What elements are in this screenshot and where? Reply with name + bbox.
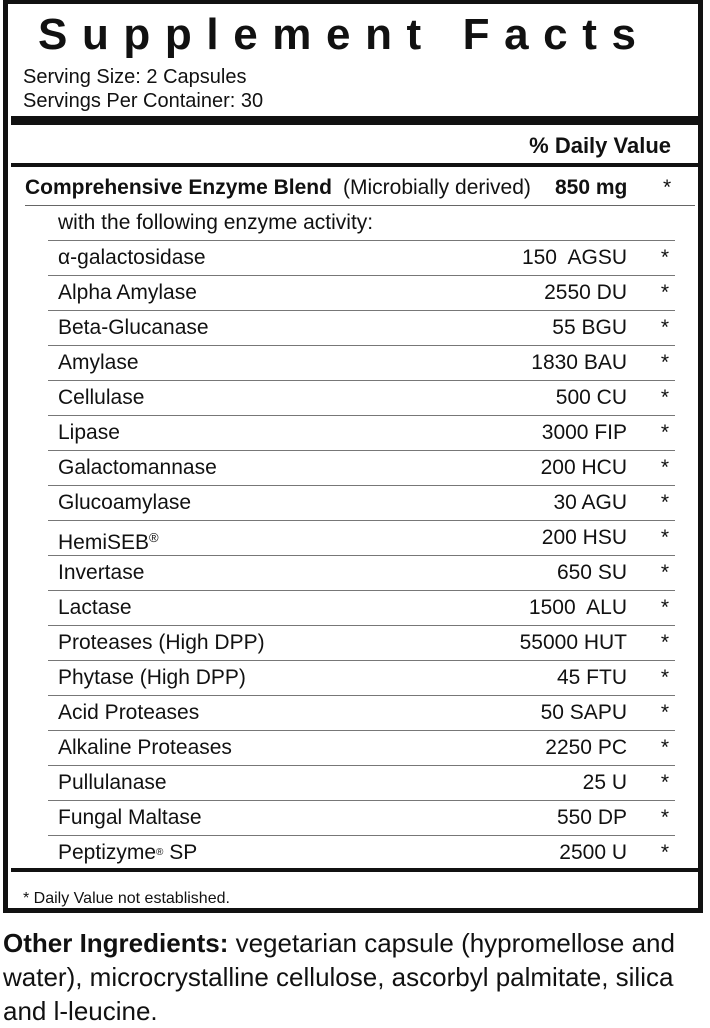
registered-mark: ® [149, 530, 159, 545]
other-ingredients-text: vegetarian capsule (hypromellose and water), microcrystalline cellulose, ascorbyl palmitate, silica and l-leucine. [3, 928, 675, 1026]
header-divider [11, 163, 701, 167]
enzyme-amount: 2500 U [559, 841, 627, 864]
enzyme-row [48, 381, 675, 416]
enzyme-row [48, 556, 675, 591]
enzyme-daily-value: * [660, 316, 669, 339]
enzyme-name: Phytase (High DPP) [58, 666, 246, 689]
blend-note: (Microbially derived) [343, 176, 531, 199]
enzyme-daily-value: * [660, 246, 669, 269]
blend-daily-value: * [663, 176, 672, 199]
enzyme-row [48, 661, 675, 696]
thick-divider [11, 116, 701, 125]
enzyme-row [48, 591, 675, 626]
enzyme-daily-value: * [660, 421, 669, 444]
enzyme-amount: 550 DP [556, 806, 627, 829]
enzyme-row [48, 836, 675, 871]
enzyme-name: Glucoamylase [58, 491, 192, 514]
other-ingredients-label: Other Ingredients: [3, 928, 229, 958]
enzyme-amount: 3000 FIP [541, 421, 627, 444]
enzyme-name: Alpha Amylase [58, 281, 197, 304]
activity-intro-row [48, 206, 675, 241]
panel-title: Supplement Facts [38, 10, 651, 59]
other-ingredients [3, 926, 708, 1028]
bottom-divider [11, 868, 701, 872]
enzyme-daily-value: * [660, 351, 669, 374]
enzyme-row [48, 451, 675, 486]
enzyme-daily-value: * [660, 841, 669, 864]
enzyme-amount: 55000 HUT [519, 631, 627, 654]
blend-row [25, 172, 695, 206]
enzyme-row [48, 241, 675, 276]
daily-value-header: % Daily Value [529, 133, 671, 158]
enzyme-daily-value: * [660, 386, 669, 409]
enzyme-daily-value: * [660, 561, 669, 584]
enzyme-amount: 1500 ALU [528, 596, 627, 619]
enzyme-daily-value: * [660, 281, 669, 304]
enzyme-daily-value: * [660, 456, 669, 479]
enzyme-daily-value: * [660, 771, 669, 794]
enzyme-daily-value: * [660, 736, 669, 759]
enzyme-amount: 650 SU [556, 561, 627, 584]
enzyme-daily-value: * [660, 631, 669, 654]
enzyme-name: α-galactosidase [58, 246, 206, 269]
enzyme-daily-value: * [660, 666, 669, 689]
enzyme-amount: 200 HSU [541, 526, 627, 549]
activity-intro: with the following enzyme activity: [58, 211, 374, 234]
enzyme-amount: 30 AGU [553, 491, 627, 514]
enzyme-daily-value: * [660, 596, 669, 619]
enzyme-row [48, 801, 675, 836]
enzyme-amount: 50 SAPU [540, 701, 627, 724]
supplement-facts-panel [3, 0, 703, 913]
enzyme-amount: 45 FTU [556, 666, 627, 689]
enzyme-name: HemiSEB® [58, 530, 159, 554]
enzyme-row [48, 766, 675, 801]
enzyme-name: Lipase [58, 421, 120, 444]
enzyme-daily-value: * [660, 526, 669, 549]
enzyme-daily-value: * [660, 806, 669, 829]
blend-name: Comprehensive Enzyme Blend [25, 176, 332, 199]
enzyme-row [48, 521, 675, 556]
enzyme-name: Cellulase [58, 386, 145, 409]
enzyme-amount: 25 U [582, 771, 627, 794]
enzyme-name: Lactase [58, 596, 132, 619]
enzyme-amount: 2550 DU [544, 281, 627, 304]
enzyme-row [48, 346, 675, 381]
enzyme-name: Beta-Glucanase [58, 316, 209, 339]
enzyme-row [48, 416, 675, 451]
serving-size: Serving Size: 2 Capsules [23, 66, 247, 88]
footnote: * Daily Value not established. [23, 890, 230, 907]
enzyme-name: Fungal Maltase [58, 806, 202, 829]
enzyme-amount: 2250 PC [545, 736, 627, 759]
enzyme-amount: 200 HCU [540, 456, 627, 479]
enzyme-row [48, 276, 675, 311]
enzyme-name: Pullulanase [58, 771, 167, 794]
enzyme-name: Galactomannase [58, 456, 217, 479]
enzyme-name: Peptizyme® SP [58, 841, 198, 864]
enzyme-amount: 150 AGSU [521, 246, 627, 269]
enzyme-row [48, 486, 675, 521]
blend-amount: 850 mg [555, 176, 628, 199]
enzyme-daily-value: * [660, 491, 669, 514]
enzyme-amount: 500 CU [555, 386, 627, 409]
enzyme-amount: 55 BGU [552, 316, 627, 339]
enzyme-row [48, 311, 675, 346]
enzyme-name: Invertase [58, 561, 145, 584]
enzyme-name: Acid Proteases [58, 701, 200, 724]
enzyme-row [48, 731, 675, 766]
enzyme-row [48, 626, 675, 661]
enzyme-row [48, 696, 675, 731]
enzyme-name: Proteases (High DPP) [58, 631, 265, 654]
enzyme-amount: 1830 BAU [531, 351, 627, 374]
registered-mark: ® [156, 847, 164, 858]
enzyme-name: Alkaline Proteases [58, 736, 232, 759]
enzyme-daily-value: * [660, 701, 669, 724]
servings-per-container: Servings Per Container: 30 [23, 90, 264, 112]
enzyme-name: Amylase [58, 351, 139, 374]
